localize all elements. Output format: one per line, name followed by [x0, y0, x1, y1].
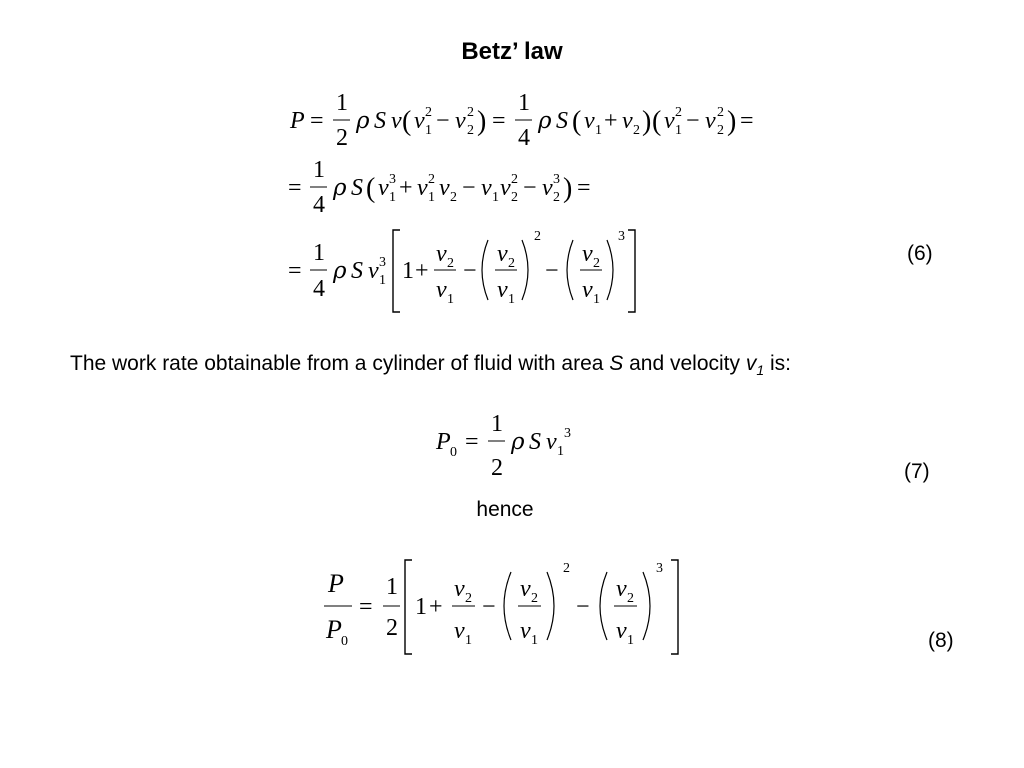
svg-text:2: 2	[675, 105, 682, 120]
svg-text:ρ: ρ	[356, 108, 370, 134]
svg-text:ρ: ρ	[333, 258, 347, 284]
svg-text:1: 1	[415, 594, 427, 620]
svg-text:2: 2	[633, 123, 640, 138]
svg-text:1: 1	[313, 240, 325, 266]
svg-text:2: 2	[425, 105, 432, 120]
svg-text:2: 2	[511, 190, 518, 205]
svg-text:1: 1	[595, 123, 602, 138]
svg-text:3: 3	[389, 172, 396, 187]
svg-text:1: 1	[491, 411, 503, 437]
svg-text:1: 1	[508, 292, 515, 307]
svg-text:−: −	[686, 108, 700, 134]
svg-text:=: =	[740, 108, 754, 134]
svg-text:): )	[642, 106, 652, 137]
svg-text:2: 2	[717, 123, 724, 138]
svg-text:0: 0	[341, 634, 348, 649]
svg-text:1: 1	[518, 90, 530, 116]
svg-text:=: =	[288, 175, 302, 201]
equation-8-number: (8)	[928, 629, 954, 652]
svg-text:v: v	[439, 175, 450, 201]
svg-text:v: v	[546, 429, 557, 455]
svg-text:v: v	[520, 576, 531, 602]
svg-text:S: S	[556, 108, 568, 134]
svg-text:v: v	[520, 618, 531, 644]
svg-text:=: =	[359, 594, 373, 620]
svg-text:v: v	[414, 108, 425, 134]
svg-text:1: 1	[389, 190, 396, 205]
svg-text:=: =	[492, 108, 506, 134]
svg-text:2: 2	[511, 172, 518, 187]
sentence-middle: and velocity	[623, 352, 746, 375]
svg-text:1: 1	[675, 123, 682, 138]
equation-7-number: (7)	[904, 460, 930, 483]
svg-text:−: −	[545, 258, 559, 284]
svg-text:=: =	[310, 108, 324, 134]
svg-text:2: 2	[467, 105, 474, 120]
svg-text:v: v	[497, 277, 508, 303]
svg-text:+: +	[399, 175, 413, 201]
svg-text:0: 0	[450, 445, 457, 460]
svg-text:+: +	[604, 108, 618, 134]
svg-text:v: v	[481, 175, 492, 201]
svg-text:2: 2	[336, 125, 348, 151]
svg-text:1: 1	[402, 258, 414, 284]
svg-text:v: v	[454, 576, 465, 602]
equation-6-number: (6)	[907, 242, 933, 265]
svg-text:2: 2	[563, 561, 570, 576]
svg-text:v: v	[436, 241, 447, 267]
svg-text:1: 1	[313, 157, 325, 183]
svg-text:(: (	[402, 106, 412, 137]
svg-text:1: 1	[386, 574, 398, 600]
svg-text:ρ: ρ	[538, 108, 552, 134]
svg-text:2: 2	[386, 615, 398, 641]
svg-text:(: (	[652, 106, 662, 137]
svg-text:): )	[727, 106, 737, 137]
slide-title: Betz’ law	[461, 38, 563, 65]
svg-text:1: 1	[428, 190, 435, 205]
svg-text:4: 4	[313, 192, 325, 218]
svg-text:P: P	[328, 569, 344, 598]
velocity-symbol: v	[745, 352, 757, 375]
hence-text: hence	[476, 498, 534, 521]
svg-text:2: 2	[553, 190, 560, 205]
svg-text:S: S	[351, 175, 363, 201]
svg-text:2: 2	[450, 190, 457, 205]
svg-text:2: 2	[627, 591, 634, 606]
svg-text:S: S	[529, 429, 541, 455]
svg-text:+: +	[415, 258, 429, 284]
svg-text:v: v	[616, 618, 627, 644]
svg-text:3: 3	[379, 255, 386, 270]
svg-text:v: v	[584, 108, 595, 134]
svg-text:−: −	[463, 258, 477, 284]
svg-text:1: 1	[593, 292, 600, 307]
svg-text:ρ: ρ	[511, 429, 525, 455]
svg-text:v: v	[417, 175, 428, 201]
svg-text:−: −	[523, 175, 537, 201]
svg-text:v: v	[368, 258, 379, 284]
svg-text:v: v	[616, 576, 627, 602]
svg-text:v: v	[500, 175, 511, 201]
svg-text:S: S	[351, 258, 363, 284]
svg-text:2: 2	[593, 256, 600, 271]
sentence-prefix: The work rate obtainable from a cylinder of fluid with area	[70, 352, 610, 375]
svg-text:v: v	[455, 108, 466, 134]
svg-text:): )	[563, 173, 573, 204]
svg-text:2: 2	[531, 591, 538, 606]
velocity-subscript: 1	[756, 362, 765, 379]
svg-text:(: (	[366, 173, 376, 204]
svg-text:3: 3	[553, 172, 560, 187]
svg-text:v: v	[542, 175, 553, 201]
area-symbol: S	[609, 352, 624, 375]
svg-text:3: 3	[656, 561, 663, 576]
sentence-suffix: is:	[764, 352, 791, 375]
svg-text:=: =	[465, 429, 479, 455]
svg-text:1: 1	[336, 90, 348, 116]
svg-text:1: 1	[557, 444, 564, 459]
svg-text:1: 1	[379, 273, 386, 288]
svg-text:(: (	[572, 106, 582, 137]
svg-text:2: 2	[534, 229, 541, 244]
svg-text:v: v	[497, 241, 508, 267]
svg-text:+: +	[429, 594, 443, 620]
svg-text:v: v	[436, 277, 447, 303]
svg-text:v: v	[622, 108, 633, 134]
svg-text:1: 1	[627, 633, 634, 648]
svg-text:1: 1	[425, 123, 432, 138]
svg-text:S: S	[374, 108, 386, 134]
svg-text:1: 1	[447, 292, 454, 307]
svg-text:v: v	[582, 277, 593, 303]
svg-text:2: 2	[491, 455, 503, 481]
svg-text:v: v	[454, 618, 465, 644]
svg-text:ρ: ρ	[333, 175, 347, 201]
svg-text:3: 3	[564, 426, 571, 441]
svg-text:2: 2	[717, 105, 724, 120]
svg-text:P: P	[290, 108, 305, 134]
svg-text:P: P	[436, 429, 451, 455]
svg-text:3: 3	[618, 229, 625, 244]
svg-text:−: −	[482, 594, 496, 620]
svg-text:=: =	[577, 175, 591, 201]
svg-text:1: 1	[531, 633, 538, 648]
svg-text:−: −	[576, 594, 590, 620]
svg-text:1: 1	[465, 633, 472, 648]
svg-text:−: −	[436, 108, 450, 134]
svg-text:2: 2	[467, 123, 474, 138]
svg-text:1: 1	[492, 190, 499, 205]
svg-text:2: 2	[465, 591, 472, 606]
svg-text:): )	[477, 106, 487, 137]
svg-text:P: P	[326, 615, 342, 644]
svg-text:v: v	[664, 108, 675, 134]
svg-text:4: 4	[518, 125, 530, 151]
svg-text:2: 2	[428, 172, 435, 187]
svg-text:v: v	[391, 108, 402, 134]
svg-text:2: 2	[508, 256, 515, 271]
svg-text:v: v	[705, 108, 716, 134]
svg-text:−: −	[462, 175, 476, 201]
svg-text:v: v	[582, 241, 593, 267]
svg-text:=: =	[288, 258, 302, 284]
svg-text:v: v	[378, 175, 389, 201]
svg-text:4: 4	[313, 276, 325, 302]
svg-text:2: 2	[447, 256, 454, 271]
